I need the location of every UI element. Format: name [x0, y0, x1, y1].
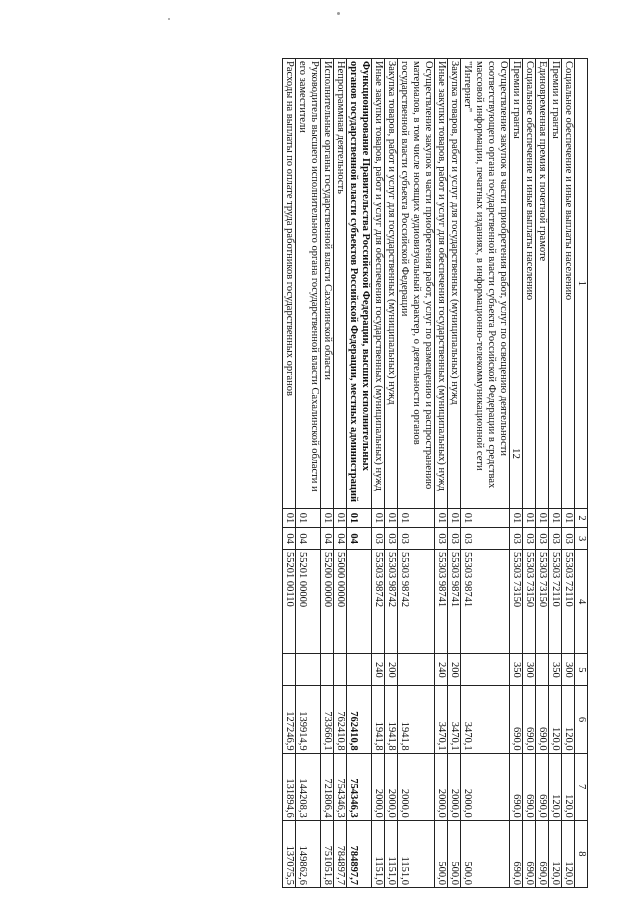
row-value-2020-cell: 120,0: [549, 753, 562, 820]
header-col-3: 3: [575, 528, 588, 550]
page-number: 12: [510, 448, 522, 459]
row-rz-cell: 01: [398, 508, 435, 528]
row-name-cell: Закупка товаров, работ и услуг для государственных (муниципальных) нужд: [448, 59, 461, 509]
row-name-cell: Руководитель высшего исполнительного органа государственной власти Сахалинской области и его заместители: [296, 59, 321, 509]
row-csr-cell: 55000 00000: [334, 549, 347, 653]
row-pr-cell: 03: [461, 528, 510, 550]
row-value-2020-cell: 690,0: [536, 753, 549, 820]
row-pr-cell: 03: [536, 528, 549, 550]
header-col-1: 1: [575, 59, 588, 509]
table-header-row: [575, 59, 588, 888]
row-csr-cell: [347, 549, 372, 653]
row-value-2019-cell: 1941,8: [398, 686, 435, 753]
row-csr-cell: 55303 98741: [461, 549, 510, 653]
row-value-2021-cell: 149862,6: [296, 820, 321, 887]
row-rz-cell: 01: [347, 508, 372, 528]
row-vr-cell: [321, 654, 334, 686]
row-value-2021-cell: 690,0: [536, 820, 549, 887]
row-pr-cell: 03: [372, 528, 385, 550]
row-name-cell: Единовременная премия к почетной грамоте: [536, 59, 549, 509]
row-csr-cell: 55303 73150: [536, 549, 549, 653]
row-vr-cell: [347, 654, 372, 686]
row-csr-cell: 55303 98741: [448, 549, 461, 653]
row-value-2020-cell: 120,0: [562, 753, 575, 820]
row-vr-cell: 350: [510, 654, 523, 686]
row-value-2021-cell: 784897,7: [347, 820, 372, 887]
row-value-2019-cell: 1941,8: [372, 686, 385, 753]
row-pr-cell: 03: [562, 528, 575, 550]
row-name-cell: Расходы на выплаты по оплате труда работников государственных органов: [283, 59, 296, 509]
row-value-2021-cell: 120,0: [562, 820, 575, 887]
row-rz-cell: 01: [523, 508, 536, 528]
row-name-cell: Социальное обеспечение и иные выплаты населению: [523, 59, 536, 509]
row-pr-cell: 03: [398, 528, 435, 550]
row-vr-cell: 240: [435, 654, 448, 686]
row-value-2020-cell: 144208,3: [296, 753, 321, 820]
row-value-2021-cell: 137075,5: [283, 820, 296, 887]
row-value-2019-cell: 690,0: [536, 686, 549, 753]
row-csr-cell: 55303 98741: [435, 549, 448, 653]
row-value-2019-cell: 120,0: [549, 686, 562, 753]
scan-speck: [337, 12, 340, 15]
row-name-cell: Иные закупки товаров, работ и услуг для обеспечения государственных (муниципальных) нужд: [372, 59, 385, 509]
scan-speck: [168, 18, 170, 20]
row-pr-cell: 03: [549, 528, 562, 550]
header-col-2: 2: [575, 508, 588, 528]
row-value-2020-cell: 754346,3: [347, 753, 372, 820]
row-value-2019-cell: 3470,1: [461, 686, 510, 753]
header-col-6: 6: [575, 686, 588, 753]
row-value-2020-cell: 2000,0: [461, 753, 510, 820]
row-rz-cell: 01: [283, 508, 296, 528]
row-value-2021-cell: 1151,0: [398, 820, 435, 887]
row-value-2021-cell: 1151,0: [372, 820, 385, 887]
table-row: [536, 59, 549, 888]
row-rz-cell: 01: [562, 508, 575, 528]
row-value-2020-cell: 2000,0: [398, 753, 435, 820]
row-value-2020-cell: 2000,0: [448, 753, 461, 820]
row-rz-cell: 01: [296, 508, 321, 528]
row-csr-cell: 55303 98742: [385, 549, 398, 653]
row-csr-cell: 55201 00110: [283, 549, 296, 653]
row-value-2019-cell: 3470,1: [448, 686, 461, 753]
row-value-2021-cell: 500,0: [435, 820, 448, 887]
row-value-2021-cell: 500,0: [461, 820, 510, 887]
row-csr-cell: 55303 72110: [549, 549, 562, 653]
row-vr-cell: 300: [562, 654, 575, 686]
row-value-2019-cell: 139914,9: [296, 686, 321, 753]
row-value-2021-cell: 500,0: [448, 820, 461, 887]
row-value-2021-cell: 120,0: [549, 820, 562, 887]
table-row: [283, 59, 296, 888]
row-pr-cell: 03: [510, 528, 523, 550]
row-pr-cell: 03: [435, 528, 448, 550]
row-value-2021-cell: 690,0: [523, 820, 536, 887]
table-row: [562, 59, 575, 888]
row-value-2021-cell: 751051,8: [321, 820, 334, 887]
row-value-2020-cell: 690,0: [510, 753, 523, 820]
row-name-cell: Осуществление закупок в части приобретения работ, услуг по освещению деятельности соответствующего органа государственной власти субъекта Российской Федерации в средствах массовой информации, печатных изданиях, в информационно-телекоммуникационной сети "Интернет": [461, 59, 510, 509]
header-col-4: 4: [575, 549, 588, 653]
row-pr-cell: 04: [321, 528, 334, 550]
row-pr-cell: 03: [385, 528, 398, 550]
table-row: [334, 59, 347, 888]
row-csr-cell: 55200 00000: [321, 549, 334, 653]
row-value-2020-cell: 131894,6: [283, 753, 296, 820]
row-name-cell: Премии и гранты: [510, 59, 523, 509]
row-rz-cell: 01: [385, 508, 398, 528]
row-rz-cell: 01: [448, 508, 461, 528]
budget-table: [282, 58, 588, 888]
row-value-2019-cell: 733660,1: [321, 686, 334, 753]
table-row: [523, 59, 536, 888]
table-row: [448, 59, 461, 888]
row-value-2020-cell: 754346,3: [334, 753, 347, 820]
row-rz-cell: 01: [334, 508, 347, 528]
row-value-2019-cell: 690,0: [510, 686, 523, 753]
row-value-2021-cell: 784897,7: [334, 820, 347, 887]
row-csr-cell: 55303 73150: [510, 549, 523, 653]
row-vr-cell: 200: [448, 654, 461, 686]
row-value-2020-cell: 721806,4: [321, 753, 334, 820]
row-value-2019-cell: 762410,8: [347, 686, 372, 753]
row-value-2020-cell: 2000,0: [435, 753, 448, 820]
row-pr-cell: 04: [347, 528, 372, 550]
header-col-8: 8: [575, 820, 588, 887]
row-value-2019-cell: 127246,9: [283, 686, 296, 753]
row-rz-cell: 01: [372, 508, 385, 528]
row-csr-cell: 55303 98742: [372, 549, 385, 653]
row-vr-cell: [536, 654, 549, 686]
table-row: [372, 59, 385, 888]
table-row: [296, 59, 321, 888]
row-pr-cell: 03: [523, 528, 536, 550]
row-rz-cell: 01: [321, 508, 334, 528]
table-row: [321, 59, 334, 888]
row-name-cell: Премии и гранты: [549, 59, 562, 509]
row-name-cell: Иные закупки товаров, работ и услуг для обеспечения государственных (муниципальных) нужд: [435, 59, 448, 509]
row-csr-cell: 55303 73150: [523, 549, 536, 653]
row-rz-cell: 01: [435, 508, 448, 528]
table-row: [549, 59, 562, 888]
row-value-2019-cell: 120,0: [562, 686, 575, 753]
row-pr-cell: 04: [283, 528, 296, 550]
row-vr-cell: [398, 654, 435, 686]
row-vr-cell: 300: [523, 654, 536, 686]
table-row: [347, 59, 372, 888]
row-pr-cell: 04: [334, 528, 347, 550]
table-row: [398, 59, 435, 888]
row-name-cell: Социальное обеспечение и иные выплаты населению: [562, 59, 575, 509]
row-vr-cell: [334, 654, 347, 686]
row-value-2019-cell: 690,0: [523, 686, 536, 753]
header-col-5: 5: [575, 654, 588, 686]
row-value-2019-cell: 1941,8: [385, 686, 398, 753]
row-name-cell: Осуществление закупок в части приобретения работ, услуг по размещению и распространению материалов, в том числе носящих аудиовизуальный характер, о деятельности органов государственной власти субъекта Российской Федерации: [398, 59, 435, 509]
row-vr-cell: [461, 654, 510, 686]
table-row: [435, 59, 448, 888]
row-pr-cell: 04: [296, 528, 321, 550]
row-vr-cell: 200: [385, 654, 398, 686]
row-name-cell: Закупка товаров, работ и услуг для государственных (муниципальных) нужд: [385, 59, 398, 509]
row-rz-cell: 01: [549, 508, 562, 528]
row-vr-cell: [296, 654, 321, 686]
row-csr-cell: 55303 98742: [398, 549, 435, 653]
row-value-2019-cell: 3470,1: [435, 686, 448, 753]
row-csr-cell: 55201 00000: [296, 549, 321, 653]
row-vr-cell: 240: [372, 654, 385, 686]
row-name-cell: Функционирование Правительства Российской Федерации, высших исполнительных органов государственной власти субъектов Российской Федерации, местных администраций: [347, 59, 372, 509]
row-csr-cell: 55303 72110: [562, 549, 575, 653]
row-rz-cell: 01: [536, 508, 549, 528]
table-row: [510, 59, 523, 888]
header-col-7: 7: [575, 753, 588, 820]
row-name-cell: Исполнительные органы государственной власти Сахалинской области: [321, 59, 334, 509]
row-value-2020-cell: 2000,0: [372, 753, 385, 820]
row-rz-cell: 01: [461, 508, 510, 528]
row-pr-cell: 03: [448, 528, 461, 550]
row-value-2019-cell: 762410,8: [334, 686, 347, 753]
table-row: [461, 59, 510, 888]
row-vr-cell: 350: [549, 654, 562, 686]
row-value-2021-cell: 690,0: [510, 820, 523, 887]
row-name-cell: Непрограммная деятельность: [334, 59, 347, 509]
row-rz-cell: 01: [510, 508, 523, 528]
row-value-2021-cell: 1151,0: [385, 820, 398, 887]
row-value-2020-cell: 2000,0: [385, 753, 398, 820]
table-row: [385, 59, 398, 888]
row-vr-cell: [283, 654, 296, 686]
row-value-2020-cell: 690,0: [523, 753, 536, 820]
